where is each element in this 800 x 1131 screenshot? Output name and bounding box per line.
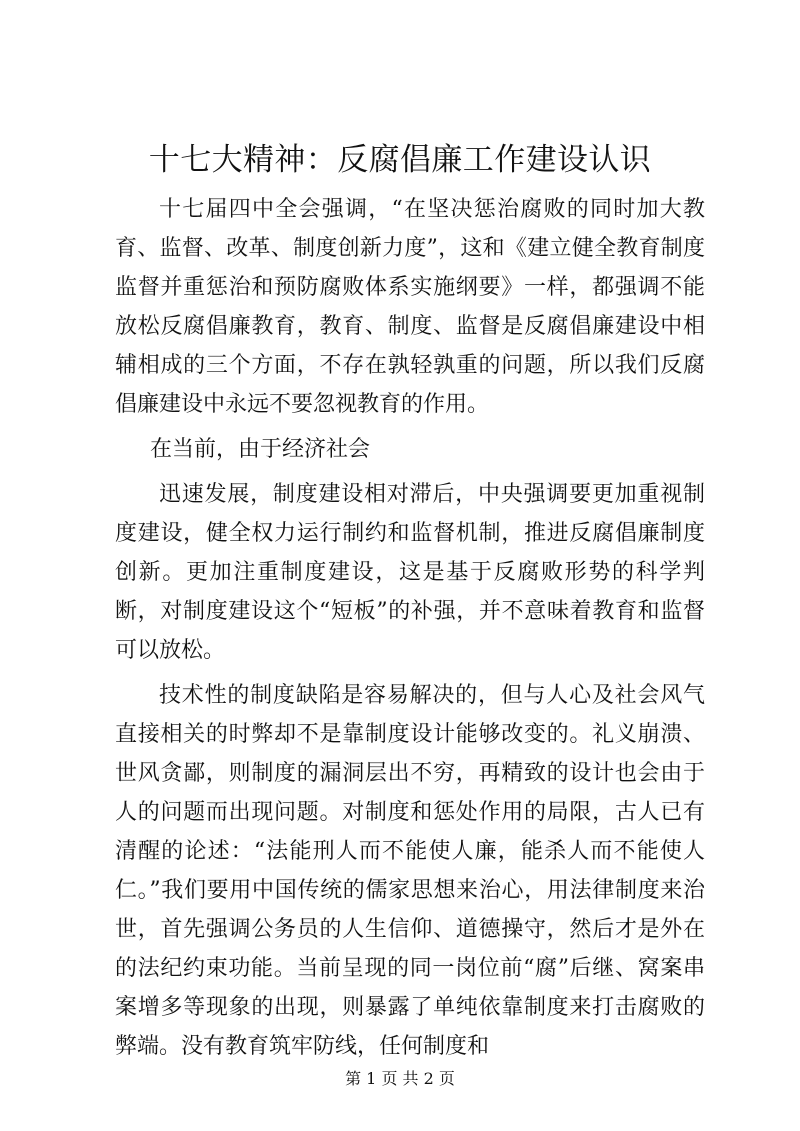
document-body xyxy=(115,190,705,1066)
paragraph-4: 技术性的制度缺陷是容易解决的，但与人心及社会风气直接相关的时弊却不是靠制度设计能够改变的。礼义崩溃、世风贪鄙，则制度的漏洞层出不穷，再精致的设计也会由于人的问题而出现问题。对制度和惩处作用的局限，古人已有清醒的论述：“法能刑人而不能使人廉，能杀人而不能使人仁。”我们要用中国传统的儒家思想来治心，用法律制度来治世，首先强调公务员的人生信仰、道德操守，然后才是外在的法纪约束功能。当前呈现的同一岗位前“腐”后继、窝案串案增多等现象的出现，则暴露了单纯依靠制度来打击腐败的弊端。没有教育筑牢防线，任何制度和 xyxy=(115,683,705,1059)
document-title: 十七大精神：反腐倡廉工作建设认识 xyxy=(148,142,652,178)
paragraph-1: 十七届四中全会强调，“在坚决惩治腐败的同时加大教育、监督、改革、制度创新力度”，这和《建立健全教育制度监督并重惩治和预防腐败体系实施纲要》一样，都强调不能放松反腐倡廉教育，教育、制度、监督是反腐倡廉建设中相辅相成的三个方面，不存在孰轻孰重的问题，所以我们反腐倡廉建设中永远不要忽视教育的作用。 xyxy=(115,197,705,417)
page-footer: 第 1 页 共 2 页 xyxy=(345,1069,455,1088)
paragraph-2: 在当前，由于经济社会 xyxy=(150,437,371,462)
paragraph-3: 迅速发展，制度建设相对滞后，中央强调要更加重视制度建设，健全权力运行制约和监督机制，推进反腐倡廉制度创新。更加注重制度建设，这是基于反腐败形势的科学判断，对制度建设这个“短板”的补强，并不意味着教育和监督可以放松。 xyxy=(115,482,705,663)
